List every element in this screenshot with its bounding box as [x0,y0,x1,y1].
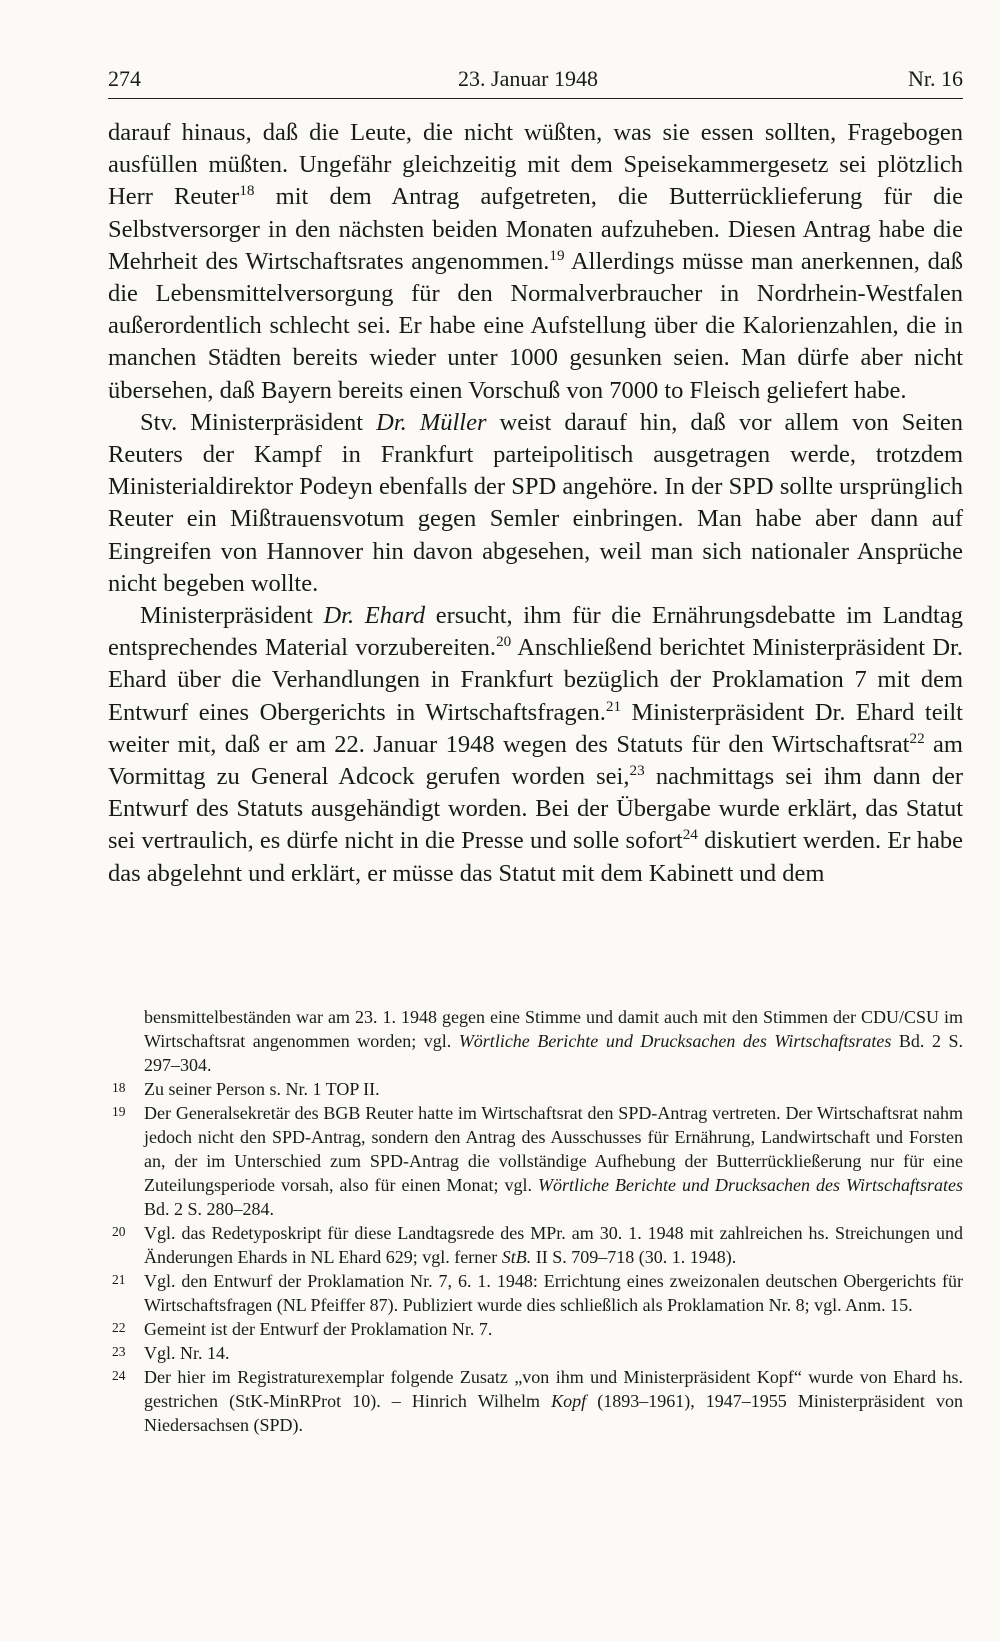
footnote-number: 22 [112,1320,126,1335]
footnote-number: 19 [112,1104,126,1119]
footnote-ref-24[interactable]: 24 [682,826,698,844]
footnote-number: 23 [112,1344,126,1359]
text-run: Der hier im Registraturexemplar folgende Zusatz „von ihm und Ministerpräsident Kopf“ wurde von Ehard hs. gestrichen (StK-MinRProt 10). – Hinrich Wilhelm [144,1367,963,1411]
footnote-ref-21[interactable]: 21 [605,697,622,715]
main-text [108,117,963,890]
footnote-number: 21 [112,1272,126,1287]
paragraph-1 [108,117,963,407]
footnote-continuation [108,1005,963,1077]
footnote-19 [108,1101,963,1221]
footnote-number: 18 [112,1080,126,1095]
footnote-ref-18[interactable]: 18 [239,182,255,200]
text-run: darauf hinaus, daß die Leute, die nicht wüßten, was sie essen sollten, Fragebogen ausfüllen müßten. Ungefähr gleichzeitig mit dem Speisekammergesetz sei plötzlich Herr Reuter [108,119,963,211]
speaker-name: Ehard [364,602,426,630]
text-run: (1893–1961), 1947–1955 Ministerpräsident von Niedersachsen (SPD). [144,1391,964,1435]
document-number: Nr. 16 [908,66,963,91]
text-run: diskutiert werden. Er habe das abgelehnt und erklärt, er müsse das Statut mit dem Kabinett und dem [108,827,963,887]
footnote-21 [108,1269,963,1317]
footnote-ref-22[interactable]: 22 [909,729,925,747]
text-run: Ministerpräsident Dr. Ehard teilt weiter mit, daß er am 22. Januar 1948 wegen des Statuts für den Wirtschaftsrat [108,698,963,758]
paragraph-2 [108,407,963,600]
text-run: II S. 709–718 (30. 1. 1948). [531,1247,737,1267]
header-date: 23. Januar 1948 [458,66,598,91]
text-run: Anschließend berichtet Ministerpräsident Dr. Ehard über die Verhandlungen in Frankfurt bezüglich der Proklamation 7 mit dem Entwurf eines Obergerichts in Wirtschaftsfragen. [108,634,963,726]
text-run: weist darauf hin, daß vor allem von Seiten Reuters der Kampf in Frankfurt parteipolitisch ausgetragen werde, trotzdem Ministerialdirektor Podeyn ebenfalls der SPD angehöre. In der SPD sollte ursprünglich Reuter ein Mißtrauensvotum gegen Semler einbringen. Man habe aber dann auf Eingreifen von Hannover hin davon abgesehen, weil man sich nationaler Ansprüche nicht begeben wollte. [108,408,964,597]
footnote-text: Vgl. den Entwurf der Proklamation Nr. 7, 6. 1. 1948: Errichtung eines zweizonalen deutschen Obergerichts für Wirtschaftsfragen (NL Pfeiffer 87). Publiziert wurde dies schließlich als Proklamation Nr. 8; vgl. Anm. 15. [144,1271,963,1315]
footnote-18 [108,1077,963,1101]
text-run: Allerdings müsse man anerkennen, daß die Lebensmittelversorgung für den Normalverbraucher in Nordrhein-Westfalen außerordentlich schlecht sei. Er habe eine Aufstellung über die Kalorienzahlen, die in manchen Städten bereits wieder unter 1000 gesunken seien. Man dürfe aber nicht übersehen, daß Bayern bereits einen Vorschuß von 7000 to Fleisch geliefert habe. [108,247,963,404]
footnote-23 [108,1341,963,1365]
text-run: ersucht, ihm für die Ernährungsdebatte im Landtag entsprechendes Material vorzubereiten. [108,602,963,662]
text-run: Ministerpräsident [140,602,324,630]
text-run: bensmittelbeständen war am 23. 1. 1948 gegen eine Stimme und damit auch mit den Stimmen der CDU/CSU im Wirtschaftsrat angenommen worden; vgl. [144,1007,963,1051]
speaker-name: Müller [419,408,487,436]
text-run: Vgl. das Redetyposkript für diese Landtagsrede des MPr. am 30. 1. 1948 mit zahlreichen hs. Streichungen und Änderungen Ehards in NL Ehard 629; vgl. ferner [144,1223,963,1267]
paragraph-3 [108,600,963,890]
speaker-title: Dr. [323,602,355,630]
footnote-text: Zu seiner Person s. Nr. 1 TOP II. [144,1079,380,1099]
text-run: am Vormittag zu General Adcock gerufen worden sei, [108,730,963,791]
footnote-text: Vgl. Nr. 14. [144,1343,230,1363]
text-run: Bd. 2 S. 280–284. [144,1199,275,1219]
footnote-ref-19[interactable]: 19 [549,246,565,264]
footnote-22 [108,1317,963,1341]
footnote-20 [108,1221,963,1269]
footnotes [108,1005,963,1437]
footnote-number: 20 [112,1224,126,1239]
running-header [108,62,963,99]
citation-title: Wörtliche Berichte und Drucksachen des Wirtschaftsrates [538,1175,963,1195]
text-run: Bd. 2 S. 297–304. [144,1031,963,1075]
page-number: 274 [108,66,141,91]
footnote-text: Gemeint ist der Entwurf der Proklamation Nr. 7. [144,1319,493,1339]
footnote-ref-20[interactable]: 20 [496,633,512,651]
footnote-ref-23[interactable]: 23 [629,761,645,779]
text-run: mit dem Antrag aufgetreten, die Butterrücklieferung für die Selbstversorger in den nächsten beiden Monaten aufzuheben. Diesen Antrag habe die Mehrheit des Wirtschaftsrates angenommen. [108,183,963,275]
text-run: Der Generalsekretär des BGB Reuter hatte im Wirtschaftsrat den SPD-Antrag vertreten. Der Wirtschaftsrat nahm jedoch nicht den SPD-Antrag, sondern den Antrag des Ausschusses für Ernährung, Landwirtschaft und Forsten an, der im Unterschied zum SPD-Antrag die vollständige Aufhebung der Butterrückließerung nur für eine Zuteilungsperiode vorsah, also für einen Monat; vgl. [144,1103,963,1195]
citation-title: StB. [501,1247,532,1267]
speaker-title: Dr. [376,408,407,436]
citation-title: Wörtliche Berichte und Drucksachen des Wirtschaftsrates [458,1031,892,1051]
text-run: nachmittags sei ihm dann der Entwurf des Statuts ausgehändigt worden. Bei der Übergabe wurde erklärt, das Statut sei vertraulich, es dürfe nicht in die Presse und solle sofort [108,763,963,855]
footnote-number: 24 [112,1368,126,1383]
text-run: Stv. Ministerpräsident [140,408,377,436]
footnote-24 [108,1365,963,1437]
citation-name: Kopf [551,1391,587,1411]
